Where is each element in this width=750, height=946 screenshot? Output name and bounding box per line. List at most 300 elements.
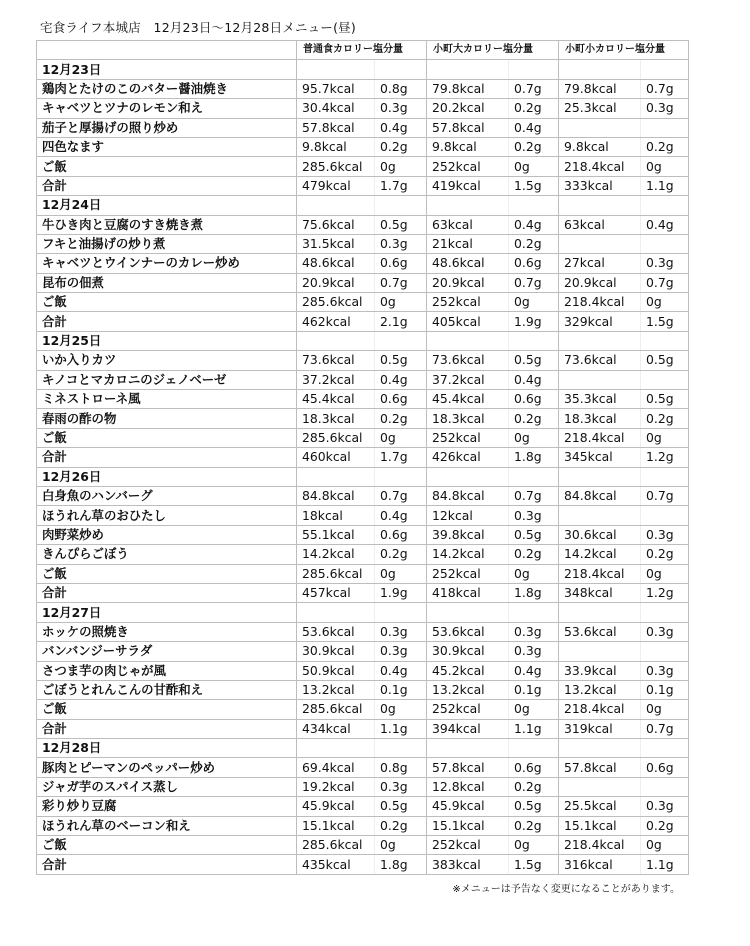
kcal-cell: 19.2kcal [297, 777, 375, 796]
salt-cell: 0.6g [375, 254, 427, 273]
salt-cell: 0.7g [509, 79, 559, 98]
page-title: 宅食ライフ本城店 12月23日〜12月28日メニュー(昼) [40, 20, 356, 35]
date-row [37, 603, 689, 622]
dish-row [37, 234, 689, 253]
salt-cell: 0g [641, 836, 689, 855]
salt-cell: 0.2g [641, 816, 689, 835]
dish-name: 昆布の佃煮 [37, 273, 297, 292]
salt-cell: 1.2g [641, 583, 689, 602]
dish-name: ご飯 [37, 700, 297, 719]
salt-cell: 0.4g [509, 118, 559, 137]
salt-cell: 0.5g [509, 525, 559, 544]
dish-row [37, 293, 689, 312]
salt-cell: 0g [509, 836, 559, 855]
kcal-cell: 39.8kcal [427, 525, 509, 544]
salt-cell: 1.8g [509, 583, 559, 602]
kcal-cell: 460kcal [297, 448, 375, 467]
kcal-cell: 30.4kcal [297, 99, 375, 118]
dish-row [37, 390, 689, 409]
empty-cell [509, 331, 559, 350]
date-row [37, 739, 689, 758]
empty-cell [427, 196, 509, 215]
header-blank [37, 41, 297, 60]
dish-name: 牛ひき肉と豆腐のすき焼き煮 [37, 215, 297, 234]
kcal-cell: 319kcal [559, 719, 641, 738]
kcal-cell: 252kcal [427, 564, 509, 583]
salt-cell: 0g [509, 700, 559, 719]
salt-cell: 0.3g [375, 642, 427, 661]
kcal-cell: 13.2kcal [297, 680, 375, 699]
empty-cell [427, 739, 509, 758]
dish-row [37, 836, 689, 855]
kcal-cell: 9.8kcal [297, 137, 375, 156]
menu-table [36, 40, 689, 875]
salt-cell [641, 777, 689, 796]
empty-cell [375, 60, 427, 79]
kcal-cell: 45.2kcal [427, 661, 509, 680]
kcal-cell: 79.8kcal [427, 79, 509, 98]
kcal-cell: 394kcal [427, 719, 509, 738]
dish-name: ご飯 [37, 293, 297, 312]
salt-cell: 0.5g [375, 797, 427, 816]
salt-cell: 0.2g [375, 409, 427, 428]
kcal-cell: 285.6kcal [297, 836, 375, 855]
kcal-cell: 285.6kcal [297, 700, 375, 719]
dish-name: きんぴらごぼう [37, 545, 297, 564]
empty-cell [559, 467, 641, 486]
salt-cell: 0g [641, 564, 689, 583]
header-komachi-large: 小町大カロリー塩分量 [427, 41, 559, 60]
header-row [37, 41, 689, 60]
dish-row [37, 79, 689, 98]
kcal-cell: 35.3kcal [559, 390, 641, 409]
kcal-cell: 57.8kcal [427, 118, 509, 137]
kcal-cell: 252kcal [427, 293, 509, 312]
kcal-cell: 57.8kcal [427, 758, 509, 777]
kcal-cell [559, 642, 641, 661]
empty-cell [297, 467, 375, 486]
dish-row [37, 409, 689, 428]
salt-cell: 0.4g [375, 370, 427, 389]
kcal-cell: 50.9kcal [297, 661, 375, 680]
kcal-cell: 30.6kcal [559, 525, 641, 544]
salt-cell: 0.3g [509, 622, 559, 641]
date-cell: 12月25日 [37, 331, 297, 350]
kcal-cell: 285.6kcal [297, 157, 375, 176]
kcal-cell: 73.6kcal [427, 351, 509, 370]
kcal-cell: 33.9kcal [559, 661, 641, 680]
salt-cell: 1.5g [509, 855, 559, 874]
dish-name: ご飯 [37, 428, 297, 447]
salt-cell [641, 118, 689, 137]
salt-cell: 1.8g [375, 855, 427, 874]
kcal-cell: 84.8kcal [427, 486, 509, 505]
empty-cell [641, 60, 689, 79]
salt-cell: 0g [641, 428, 689, 447]
salt-cell: 0.4g [375, 118, 427, 137]
kcal-cell: 53.6kcal [559, 622, 641, 641]
empty-cell [559, 196, 641, 215]
kcal-cell: 45.4kcal [297, 390, 375, 409]
empty-cell [297, 196, 375, 215]
dish-name: ご飯 [37, 836, 297, 855]
dish-row [37, 758, 689, 777]
salt-cell: 0.3g [641, 99, 689, 118]
empty-cell [641, 739, 689, 758]
dish-row [37, 525, 689, 544]
salt-cell: 0.3g [641, 254, 689, 273]
kcal-cell: 95.7kcal [297, 79, 375, 98]
kcal-cell: 57.8kcal [559, 758, 641, 777]
kcal-cell: 53.6kcal [427, 622, 509, 641]
empty-cell [297, 331, 375, 350]
salt-cell: 0.5g [375, 215, 427, 234]
kcal-cell: 426kcal [427, 448, 509, 467]
dish-row [37, 564, 689, 583]
salt-cell: 0.3g [375, 777, 427, 796]
salt-cell: 0.3g [641, 661, 689, 680]
salt-cell: 0.3g [641, 525, 689, 544]
date-cell: 12月23日 [37, 60, 297, 79]
salt-cell: 0.7g [641, 719, 689, 738]
dish-row [37, 370, 689, 389]
salt-cell: 0.6g [509, 390, 559, 409]
total-row [37, 583, 689, 602]
kcal-cell [559, 777, 641, 796]
empty-cell [509, 60, 559, 79]
salt-cell: 0.1g [641, 680, 689, 699]
salt-cell: 0.1g [509, 680, 559, 699]
dish-row [37, 700, 689, 719]
dish-name: ほうれん草のおひたし [37, 506, 297, 525]
empty-cell [509, 196, 559, 215]
kcal-cell: 14.2kcal [559, 545, 641, 564]
kcal-cell: 75.6kcal [297, 215, 375, 234]
dish-row [37, 642, 689, 661]
kcal-cell: 12kcal [427, 506, 509, 525]
kcal-cell: 418kcal [427, 583, 509, 602]
salt-cell [641, 234, 689, 253]
kcal-cell: 20.9kcal [559, 273, 641, 292]
dish-name: さつま芋の肉じゃが風 [37, 661, 297, 680]
dish-name: 彩り炒り豆腐 [37, 797, 297, 816]
empty-cell [375, 467, 427, 486]
salt-cell [641, 642, 689, 661]
salt-cell: 0.6g [375, 390, 427, 409]
kcal-cell: 434kcal [297, 719, 375, 738]
kcal-cell: 9.8kcal [427, 137, 509, 156]
kcal-cell: 218.4kcal [559, 157, 641, 176]
dish-row [37, 118, 689, 137]
salt-cell: 0.5g [641, 351, 689, 370]
salt-cell: 1.1g [509, 719, 559, 738]
kcal-cell: 84.8kcal [297, 486, 375, 505]
empty-cell [297, 60, 375, 79]
empty-cell [509, 467, 559, 486]
dish-name: ご飯 [37, 157, 297, 176]
salt-cell: 0.2g [509, 137, 559, 156]
dish-name: バンバンジーサラダ [37, 642, 297, 661]
salt-cell: 0g [375, 293, 427, 312]
kcal-cell: 13.2kcal [427, 680, 509, 699]
salt-cell [641, 370, 689, 389]
dish-row [37, 680, 689, 699]
salt-cell: 0.3g [641, 622, 689, 641]
empty-cell [427, 603, 509, 622]
salt-cell: 0.7g [641, 79, 689, 98]
salt-cell: 0.7g [641, 273, 689, 292]
salt-cell: 1.5g [509, 176, 559, 195]
empty-cell [641, 331, 689, 350]
kcal-cell: 21kcal [427, 234, 509, 253]
kcal-cell: 45.9kcal [297, 797, 375, 816]
salt-cell: 0g [375, 157, 427, 176]
date-cell: 12月24日 [37, 196, 297, 215]
salt-cell: 1.7g [375, 448, 427, 467]
kcal-cell: 345kcal [559, 448, 641, 467]
kcal-cell: 285.6kcal [297, 564, 375, 583]
salt-cell: 1.2g [641, 448, 689, 467]
total-label: 合計 [37, 855, 297, 874]
salt-cell: 0.2g [509, 99, 559, 118]
salt-cell: 0g [641, 157, 689, 176]
date-cell: 12月26日 [37, 467, 297, 486]
dish-name: 肉野菜炒め [37, 525, 297, 544]
salt-cell: 1.1g [641, 176, 689, 195]
total-row [37, 176, 689, 195]
kcal-cell: 20.9kcal [297, 273, 375, 292]
empty-cell [375, 331, 427, 350]
kcal-cell: 30.9kcal [427, 642, 509, 661]
salt-cell: 1.1g [375, 719, 427, 738]
dish-name: 茄子と厚揚げの照り炒め [37, 118, 297, 137]
salt-cell: 0.2g [641, 137, 689, 156]
salt-cell: 0g [641, 293, 689, 312]
kcal-cell: 435kcal [297, 855, 375, 874]
salt-cell: 0.2g [509, 777, 559, 796]
salt-cell: 0.6g [509, 254, 559, 273]
salt-cell: 1.9g [509, 312, 559, 331]
salt-cell: 0.3g [375, 99, 427, 118]
kcal-cell: 48.6kcal [297, 254, 375, 273]
total-row [37, 312, 689, 331]
salt-cell: 0.8g [375, 79, 427, 98]
dish-name: フキと油揚げの炒り煮 [37, 234, 297, 253]
empty-cell [427, 331, 509, 350]
empty-cell [297, 739, 375, 758]
kcal-cell: 73.6kcal [297, 351, 375, 370]
kcal-cell: 57.8kcal [297, 118, 375, 137]
dish-name: ジャガ芋のスパイス蒸し [37, 777, 297, 796]
kcal-cell: 37.2kcal [297, 370, 375, 389]
dish-name: キャベツとウインナーのカレー炒め [37, 254, 297, 273]
empty-cell [375, 196, 427, 215]
dish-name: キャベツとツナのレモン和え [37, 99, 297, 118]
salt-cell: 0.4g [509, 661, 559, 680]
salt-cell [641, 506, 689, 525]
footnote: ※メニューは予告なく変更になることがあります。 [452, 884, 680, 895]
salt-cell: 0.2g [375, 545, 427, 564]
kcal-cell: 13.2kcal [559, 680, 641, 699]
salt-cell: 0.3g [509, 642, 559, 661]
empty-cell [559, 603, 641, 622]
total-label: 合計 [37, 583, 297, 602]
salt-cell: 1.8g [509, 448, 559, 467]
kcal-cell: 218.4kcal [559, 564, 641, 583]
kcal-cell: 218.4kcal [559, 428, 641, 447]
kcal-cell: 457kcal [297, 583, 375, 602]
kcal-cell: 18.3kcal [297, 409, 375, 428]
dish-row [37, 254, 689, 273]
dish-row [37, 797, 689, 816]
kcal-cell: 252kcal [427, 428, 509, 447]
salt-cell: 0.3g [375, 622, 427, 641]
kcal-cell: 14.2kcal [427, 545, 509, 564]
salt-cell: 0.7g [509, 486, 559, 505]
kcal-cell [559, 506, 641, 525]
dish-row [37, 545, 689, 564]
kcal-cell: 15.1kcal [559, 816, 641, 835]
salt-cell: 0.7g [641, 486, 689, 505]
empty-cell [427, 467, 509, 486]
dish-row [37, 351, 689, 370]
total-row [37, 719, 689, 738]
kcal-cell: 45.4kcal [427, 390, 509, 409]
dish-row [37, 428, 689, 447]
kcal-cell: 285.6kcal [297, 293, 375, 312]
empty-cell [559, 60, 641, 79]
salt-cell: 0.7g [375, 273, 427, 292]
salt-cell: 0.2g [375, 137, 427, 156]
dish-row [37, 273, 689, 292]
kcal-cell: 462kcal [297, 312, 375, 331]
salt-cell: 0.2g [509, 409, 559, 428]
kcal-cell: 63kcal [427, 215, 509, 234]
header-regular: 普通食カロリー塩分量 [297, 41, 427, 60]
salt-cell: 0.4g [641, 215, 689, 234]
date-row [37, 331, 689, 350]
kcal-cell: 27kcal [559, 254, 641, 273]
dish-row [37, 137, 689, 156]
salt-cell: 0.2g [375, 816, 427, 835]
salt-cell: 0.5g [509, 351, 559, 370]
dish-row [37, 486, 689, 505]
kcal-cell: 419kcal [427, 176, 509, 195]
kcal-cell: 333kcal [559, 176, 641, 195]
salt-cell: 0.6g [375, 525, 427, 544]
kcal-cell: 63kcal [559, 215, 641, 234]
kcal-cell: 383kcal [427, 855, 509, 874]
dish-row [37, 661, 689, 680]
date-cell: 12月28日 [37, 739, 297, 758]
empty-cell [641, 603, 689, 622]
salt-cell: 1.9g [375, 583, 427, 602]
kcal-cell [559, 234, 641, 253]
dish-name: 鶏肉とたけのこのバター醤油焼き [37, 79, 297, 98]
salt-cell: 0.5g [641, 390, 689, 409]
empty-cell [427, 60, 509, 79]
kcal-cell: 218.4kcal [559, 700, 641, 719]
dish-name: 春雨の酢の物 [37, 409, 297, 428]
kcal-cell: 79.8kcal [559, 79, 641, 98]
salt-cell: 0.2g [641, 545, 689, 564]
dish-row [37, 99, 689, 118]
salt-cell: 0.5g [375, 351, 427, 370]
kcal-cell: 218.4kcal [559, 836, 641, 855]
salt-cell: 0g [509, 157, 559, 176]
salt-cell: 2.1g [375, 312, 427, 331]
kcal-cell: 15.1kcal [427, 816, 509, 835]
kcal-cell: 25.5kcal [559, 797, 641, 816]
kcal-cell: 285.6kcal [297, 428, 375, 447]
kcal-cell: 218.4kcal [559, 293, 641, 312]
salt-cell: 0.4g [375, 506, 427, 525]
salt-cell: 0g [375, 564, 427, 583]
salt-cell: 0.2g [641, 409, 689, 428]
salt-cell: 0.3g [641, 797, 689, 816]
salt-cell: 1.1g [641, 855, 689, 874]
salt-cell: 0g [509, 564, 559, 583]
kcal-cell: 69.4kcal [297, 758, 375, 777]
kcal-cell: 479kcal [297, 176, 375, 195]
dish-name: ご飯 [37, 564, 297, 583]
date-row [37, 60, 689, 79]
kcal-cell: 348kcal [559, 583, 641, 602]
kcal-cell: 252kcal [427, 157, 509, 176]
kcal-cell: 14.2kcal [297, 545, 375, 564]
total-row [37, 448, 689, 467]
salt-cell: 0.3g [509, 506, 559, 525]
empty-cell [375, 739, 427, 758]
date-row [37, 196, 689, 215]
salt-cell: 0.6g [641, 758, 689, 777]
empty-cell [509, 739, 559, 758]
salt-cell: 0g [641, 700, 689, 719]
kcal-cell: 30.9kcal [297, 642, 375, 661]
kcal-cell: 18.3kcal [559, 409, 641, 428]
dish-row [37, 777, 689, 796]
kcal-cell: 53.6kcal [297, 622, 375, 641]
kcal-cell: 252kcal [427, 836, 509, 855]
dish-name: ごぼうとれんこんの甘酢和え [37, 680, 297, 699]
kcal-cell: 405kcal [427, 312, 509, 331]
salt-cell: 0g [375, 836, 427, 855]
total-label: 合計 [37, 448, 297, 467]
header-komachi-small: 小町小カロリー塩分量 [559, 41, 689, 60]
salt-cell: 0.5g [509, 797, 559, 816]
empty-cell [559, 739, 641, 758]
dish-name: 白身魚のハンバーグ [37, 486, 297, 505]
kcal-cell: 55.1kcal [297, 525, 375, 544]
kcal-cell: 12.8kcal [427, 777, 509, 796]
dish-name: ほうれん草のベーコン和え [37, 816, 297, 835]
dish-row [37, 157, 689, 176]
kcal-cell: 18.3kcal [427, 409, 509, 428]
salt-cell: 0.2g [509, 234, 559, 253]
kcal-cell: 9.8kcal [559, 137, 641, 156]
salt-cell: 0.6g [509, 758, 559, 777]
date-cell: 12月27日 [37, 603, 297, 622]
kcal-cell [559, 370, 641, 389]
salt-cell: 0g [509, 428, 559, 447]
salt-cell: 1.5g [641, 312, 689, 331]
kcal-cell: 37.2kcal [427, 370, 509, 389]
dish-name: 四色なます [37, 137, 297, 156]
dish-row [37, 816, 689, 835]
empty-cell [559, 331, 641, 350]
dish-name: キノコとマカロニのジェノベーゼ [37, 370, 297, 389]
empty-cell [509, 603, 559, 622]
